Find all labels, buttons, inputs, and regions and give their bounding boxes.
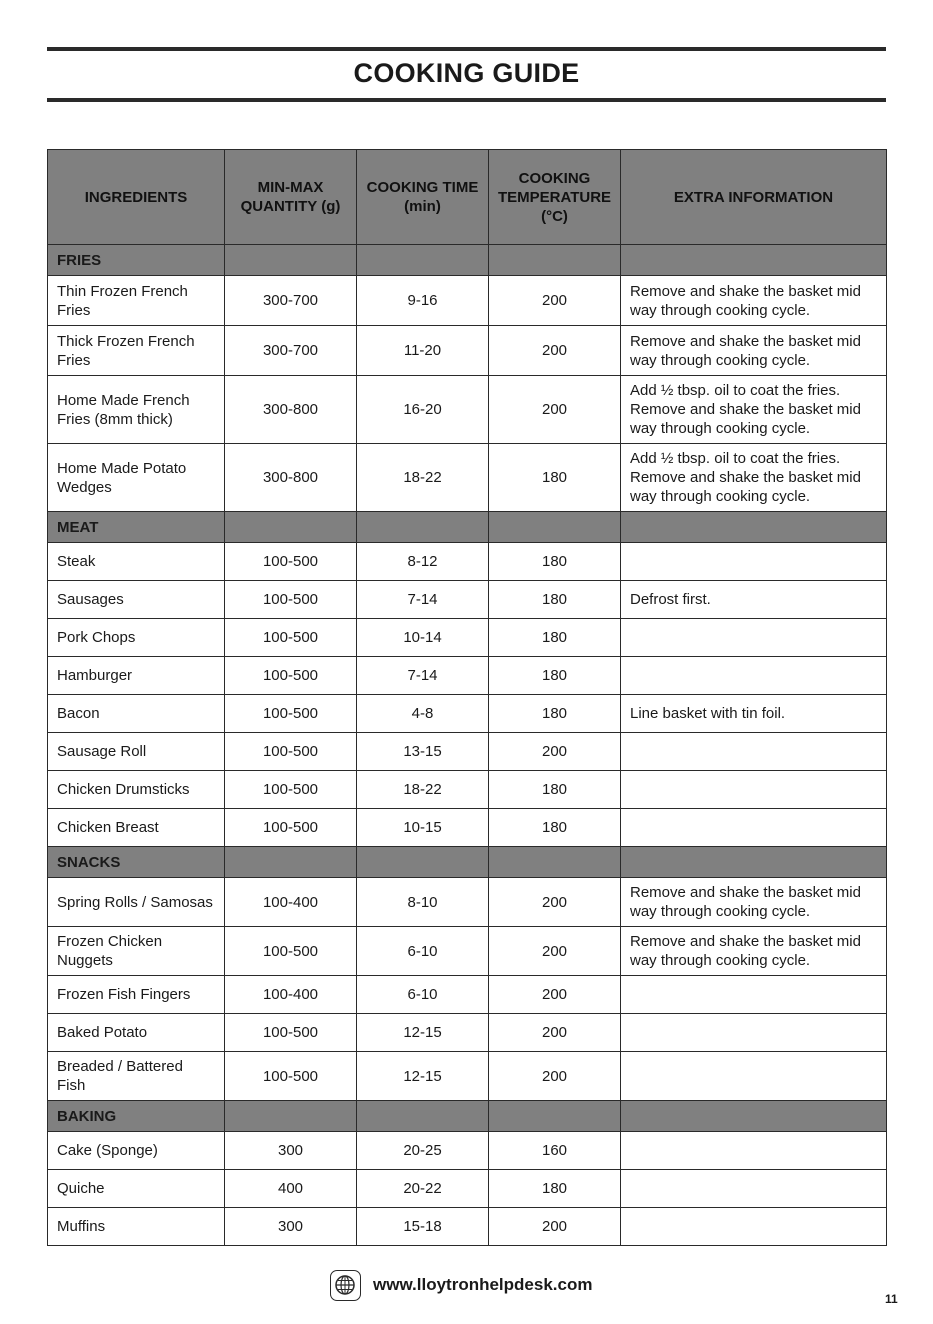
quantity-cell: 100-500 — [225, 733, 357, 771]
ingredient-cell: Sausage Roll — [48, 733, 225, 771]
page-number: 11 — [885, 1292, 898, 1306]
ingredient-cell: Bacon — [48, 695, 225, 733]
header-cooking-temperature: COOKING TEMPERATURE (°C) — [489, 150, 621, 245]
section-label: MEAT — [48, 512, 225, 543]
table-row — [48, 733, 887, 771]
ingredient-cell: Chicken Breast — [48, 809, 225, 847]
extra-cell: Remove and shake the basket mid way through cooking cycle. — [621, 276, 887, 326]
table-row — [48, 1132, 887, 1170]
table-row — [48, 581, 887, 619]
section-label: SNACKS — [48, 847, 225, 878]
table-row — [48, 976, 887, 1014]
table-row — [48, 276, 887, 326]
time-cell: 7-14 — [357, 657, 489, 695]
extra-cell — [621, 1208, 887, 1246]
temp-cell: 200 — [489, 878, 621, 927]
extra-cell: Add ½ tbsp. oil to coat the fries. Remove and shake the basket mid way through cooking cycle. — [621, 376, 887, 444]
time-cell: 4-8 — [357, 695, 489, 733]
time-cell: 15-18 — [357, 1208, 489, 1246]
quantity-cell: 100-500 — [225, 695, 357, 733]
ingredient-cell: Thick Frozen French Fries — [48, 326, 225, 376]
table-row — [48, 1170, 887, 1208]
time-cell: 8-10 — [357, 878, 489, 927]
extra-cell — [621, 657, 887, 695]
ingredient-cell: Chicken Drumsticks — [48, 771, 225, 809]
time-cell: 11-20 — [357, 326, 489, 376]
quantity-cell: 100-500 — [225, 809, 357, 847]
ingredient-cell: Breaded / Battered Fish — [48, 1052, 225, 1101]
extra-cell: Defrost first. — [621, 581, 887, 619]
extra-cell — [621, 1132, 887, 1170]
temp-cell: 200 — [489, 376, 621, 444]
quantity-cell: 100-500 — [225, 543, 357, 581]
extra-cell — [621, 1052, 887, 1101]
time-cell: 20-25 — [357, 1132, 489, 1170]
temp-cell: 180 — [489, 695, 621, 733]
header-row — [48, 150, 887, 245]
ingredient-cell: Home Made Potato Wedges — [48, 444, 225, 512]
time-cell: 7-14 — [357, 581, 489, 619]
ingredient-cell: Baked Potato — [48, 1014, 225, 1052]
extra-cell — [621, 543, 887, 581]
header-cooking-time: COOKING TIME (min) — [357, 150, 489, 245]
table-row — [48, 927, 887, 976]
table-row — [48, 695, 887, 733]
table-row — [48, 543, 887, 581]
ingredient-cell: Cake (Sponge) — [48, 1132, 225, 1170]
quantity-cell: 300-800 — [225, 444, 357, 512]
quantity-cell: 300-700 — [225, 276, 357, 326]
section-label: BAKING — [48, 1101, 225, 1132]
ingredient-cell: Steak — [48, 543, 225, 581]
quantity-cell: 300 — [225, 1208, 357, 1246]
header-extra-information: EXTRA INFORMATION — [621, 150, 887, 245]
time-cell: 6-10 — [357, 927, 489, 976]
cooking-guide-table — [47, 149, 887, 1246]
ingredient-cell: Frozen Fish Fingers — [48, 976, 225, 1014]
temp-cell: 180 — [489, 809, 621, 847]
quantity-cell: 100-500 — [225, 1052, 357, 1101]
section-row-snacks — [48, 847, 887, 878]
temp-cell: 200 — [489, 1208, 621, 1246]
temp-cell: 160 — [489, 1132, 621, 1170]
section-row-fries — [48, 245, 887, 276]
quantity-cell: 300 — [225, 1132, 357, 1170]
extra-cell — [621, 1014, 887, 1052]
temp-cell: 180 — [489, 771, 621, 809]
time-cell: 12-15 — [357, 1052, 489, 1101]
time-cell: 18-22 — [357, 771, 489, 809]
ingredient-cell: Sausages — [48, 581, 225, 619]
time-cell: 9-16 — [357, 276, 489, 326]
quantity-cell: 100-500 — [225, 771, 357, 809]
table-row — [48, 657, 887, 695]
section-label: FRIES — [48, 245, 225, 276]
quantity-cell: 100-500 — [225, 581, 357, 619]
temp-cell: 180 — [489, 543, 621, 581]
section-row-baking — [48, 1101, 887, 1132]
table-row — [48, 444, 887, 512]
extra-cell: Remove and shake the basket mid way through cooking cycle. — [621, 878, 887, 927]
extra-cell — [621, 619, 887, 657]
ingredient-cell: Muffins — [48, 1208, 225, 1246]
header-quantity: MIN-MAX QUANTITY (g) — [225, 150, 357, 245]
time-cell: 13-15 — [357, 733, 489, 771]
temp-cell: 180 — [489, 619, 621, 657]
ingredient-cell: Pork Chops — [48, 619, 225, 657]
quantity-cell: 100-400 — [225, 878, 357, 927]
extra-cell — [621, 1170, 887, 1208]
table-row — [48, 619, 887, 657]
table-row — [48, 326, 887, 376]
temp-cell: 180 — [489, 657, 621, 695]
table-row — [48, 878, 887, 927]
temp-cell: 200 — [489, 976, 621, 1014]
temp-cell: 200 — [489, 326, 621, 376]
temp-cell: 200 — [489, 927, 621, 976]
website-link[interactable]: www.lloytronhelpdesk.com — [373, 1275, 593, 1294]
table-row — [48, 1052, 887, 1101]
time-cell: 10-14 — [357, 619, 489, 657]
quantity-cell: 100-500 — [225, 1014, 357, 1052]
extra-cell — [621, 733, 887, 771]
ingredient-cell: Home Made French Fries (8mm thick) — [48, 376, 225, 444]
table-row — [48, 1014, 887, 1052]
time-cell: 18-22 — [357, 444, 489, 512]
time-cell: 20-22 — [357, 1170, 489, 1208]
page-title: COOKING GUIDE — [353, 58, 580, 88]
ingredient-cell: Quiche — [48, 1170, 225, 1208]
header-ingredients: INGREDIENTS — [48, 150, 225, 245]
section-row-meat — [48, 512, 887, 543]
temp-cell: 200 — [489, 1014, 621, 1052]
time-cell: 10-15 — [357, 809, 489, 847]
ingredient-cell: Frozen Chicken Nuggets — [48, 927, 225, 976]
table-row — [48, 376, 887, 444]
extra-cell — [621, 976, 887, 1014]
table-row — [48, 1208, 887, 1246]
quantity-cell: 100-500 — [225, 927, 357, 976]
time-cell: 8-12 — [357, 543, 489, 581]
time-cell: 16-20 — [357, 376, 489, 444]
table-row — [48, 771, 887, 809]
quantity-cell: 300-800 — [225, 376, 357, 444]
extra-cell: Remove and shake the basket mid way through cooking cycle. — [621, 326, 887, 376]
ingredient-cell: Spring Rolls / Samosas — [48, 878, 225, 927]
quantity-cell: 100-500 — [225, 619, 357, 657]
quantity-cell: 100-400 — [225, 976, 357, 1014]
extra-cell — [621, 771, 887, 809]
quantity-cell: 100-500 — [225, 657, 357, 695]
quantity-cell: 400 — [225, 1170, 357, 1208]
globe-icon — [330, 1270, 361, 1301]
extra-cell: Remove and shake the basket mid way through cooking cycle. — [621, 927, 887, 976]
quantity-cell: 300-700 — [225, 326, 357, 376]
temp-cell: 200 — [489, 276, 621, 326]
temp-cell: 180 — [489, 581, 621, 619]
time-cell: 12-15 — [357, 1014, 489, 1052]
temp-cell: 200 — [489, 1052, 621, 1101]
extra-cell — [621, 809, 887, 847]
extra-cell: Add ½ tbsp. oil to coat the fries. Remove and shake the basket mid way through cooking cycle. — [621, 444, 887, 512]
ingredient-cell: Thin Frozen French Fries — [48, 276, 225, 326]
temp-cell: 200 — [489, 733, 621, 771]
time-cell: 6-10 — [357, 976, 489, 1014]
extra-cell: Line basket with tin foil. — [621, 695, 887, 733]
table-row — [48, 809, 887, 847]
ingredient-cell: Hamburger — [48, 657, 225, 695]
title-underline-rule — [47, 98, 886, 102]
temp-cell: 180 — [489, 444, 621, 512]
top-rule — [47, 47, 886, 51]
temp-cell: 180 — [489, 1170, 621, 1208]
